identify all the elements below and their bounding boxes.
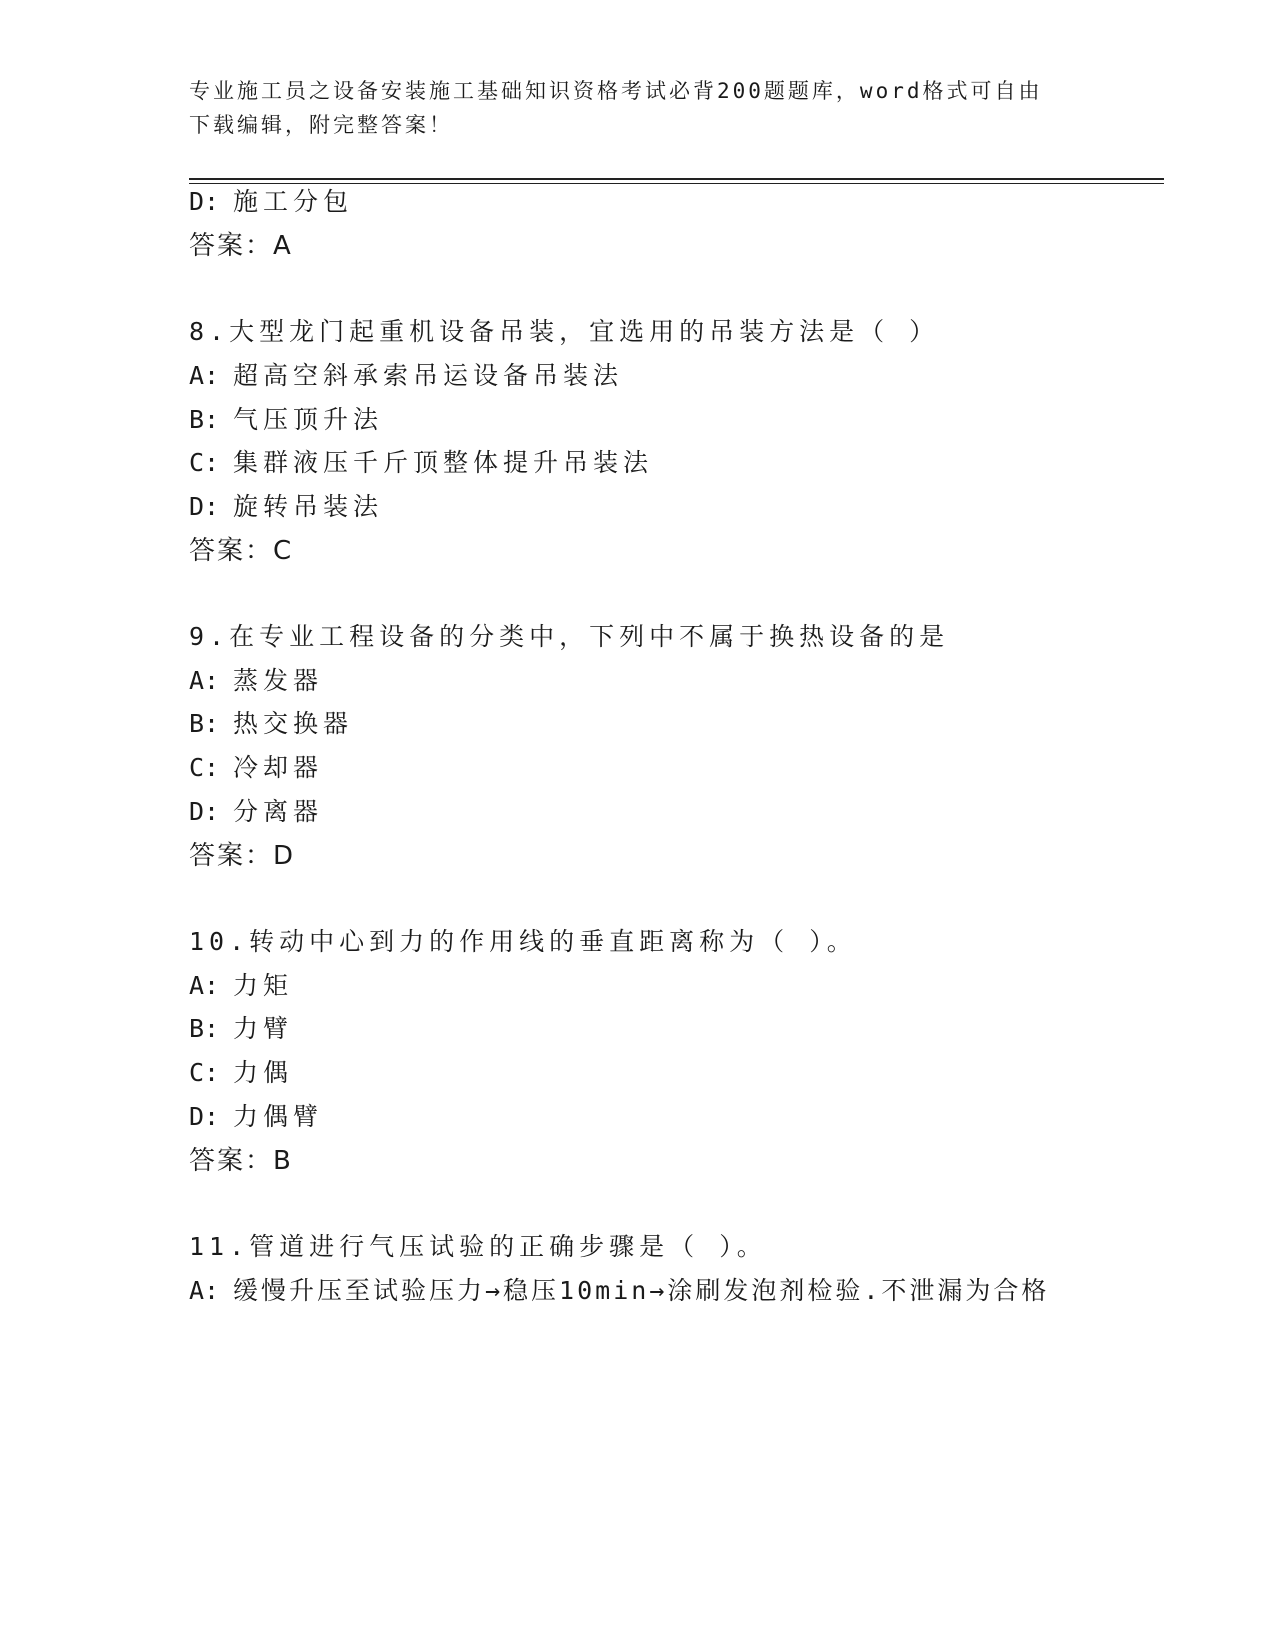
question-9-option-d: D: 分离器 — [189, 797, 324, 826]
question-10-option-b: B: 力臂 — [189, 1014, 294, 1043]
question-9-option-b: B: 热交换器 — [189, 709, 354, 738]
header-line-2: 下载编辑，附完整答案！ — [189, 113, 453, 137]
question-8-option-d: D: 旋转吊装法 — [189, 492, 384, 521]
question-10-option-a: A: 力矩 — [189, 971, 294, 1000]
question-9-stem: 9.在专业工程设备的分类中，下列中不属于换热设备的是 — [189, 622, 950, 651]
question-10-option-d: D: 力偶臂 — [189, 1102, 324, 1131]
question-8-option-c: C: 集群液压千斤顶整体提升吊装法 — [189, 448, 654, 477]
question-11-option-a: A: 缓慢升压至试验压力→稳压10min→涂刷发泡剂检验.不泄漏为合格 — [189, 1276, 1050, 1305]
question-9-answer: 答案：D — [189, 841, 296, 871]
question-8-stem: 8.大型龙门起重机设备吊装，宜选用的吊装方法是（ ） — [189, 317, 940, 346]
prev-answer: 答案：A — [189, 231, 293, 261]
question-8-answer: 答案：C — [189, 536, 294, 566]
question-10-answer: 答案：B — [189, 1146, 293, 1176]
header-line-1: 专业施工员之设备安装施工基础知识资格考试必背200题题库，word格式可自由 — [189, 79, 1043, 103]
header-divider — [189, 178, 1164, 184]
question-9-option-a: A: 蒸发器 — [189, 666, 324, 695]
question-8-option-a: A: 超高空斜承索吊运设备吊装法 — [189, 361, 624, 390]
question-9-option-c: C: 冷却器 — [189, 753, 324, 782]
question-10-option-c: C: 力偶 — [189, 1058, 294, 1087]
question-8-option-b: B: 气压顶升法 — [189, 405, 384, 434]
document-header — [189, 74, 1089, 142]
question-10-stem: 10.转动中心到力的作用线的垂直距离称为（ ）。 — [189, 927, 857, 956]
prev-option-d: D: 施工分包 — [189, 187, 354, 216]
question-11-stem: 11.管道进行气压试验的正确步骤是（ ）。 — [189, 1232, 767, 1261]
